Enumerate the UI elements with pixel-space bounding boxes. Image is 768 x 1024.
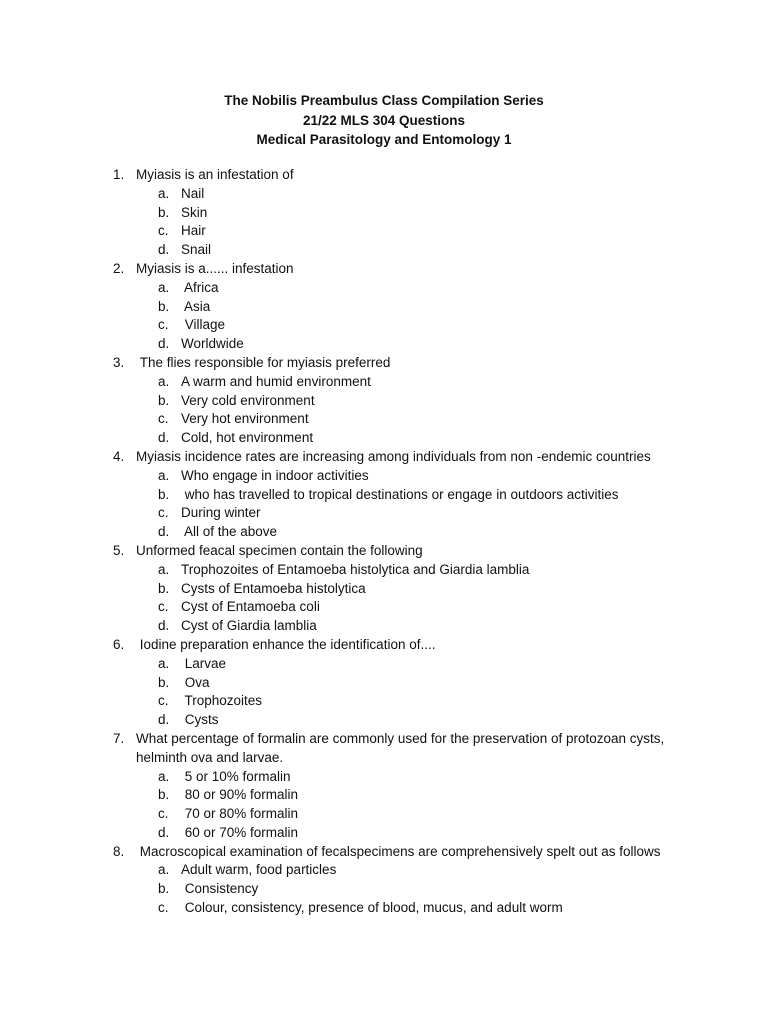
answer-option bbox=[0, 617, 768, 636]
option-letter: b. bbox=[158, 580, 170, 596]
option-letter: d. bbox=[158, 824, 170, 840]
answer-option bbox=[0, 711, 768, 730]
option-letter: d. bbox=[158, 712, 170, 728]
option-letter: d. bbox=[158, 336, 170, 352]
option-letter: c. bbox=[158, 505, 169, 521]
option-letter: a. bbox=[158, 279, 170, 295]
answer-option bbox=[0, 786, 768, 805]
question-number: 2. bbox=[113, 260, 125, 276]
option-text: Who engage in indoor activities bbox=[181, 467, 369, 483]
answer-option bbox=[0, 241, 768, 260]
answer-option bbox=[0, 768, 768, 787]
option-letter: b. bbox=[158, 881, 170, 897]
option-letter: a. bbox=[158, 862, 170, 878]
answer-option bbox=[0, 674, 768, 693]
option-text: Trophozoites bbox=[181, 693, 263, 709]
option-letter: c. bbox=[158, 693, 169, 709]
option-letter: c. bbox=[158, 411, 169, 427]
option-text: 80 or 90% formalin bbox=[181, 787, 299, 803]
answer-option bbox=[0, 899, 768, 918]
answer-option bbox=[0, 373, 768, 392]
answer-option bbox=[0, 392, 768, 411]
question-number: 8. bbox=[113, 843, 125, 859]
option-text: Cyst of Entamoeba coli bbox=[181, 599, 320, 615]
option-text: Cyst of Giardia lamblia bbox=[181, 618, 317, 634]
option-text: Worldwide bbox=[181, 336, 244, 352]
answer-option bbox=[0, 467, 768, 486]
option-letter: a. bbox=[158, 185, 170, 201]
answer-option bbox=[0, 824, 768, 843]
option-letter: b. bbox=[158, 204, 170, 220]
option-text: Colour, consistency, presence of blood, mucus, and adult worm bbox=[181, 900, 563, 916]
question-item bbox=[0, 166, 768, 185]
option-letter: c. bbox=[158, 806, 169, 822]
answer-option bbox=[0, 429, 768, 448]
option-letter: d. bbox=[158, 242, 170, 258]
question-item bbox=[0, 354, 768, 373]
question-text: Myiasis is an infestation of bbox=[136, 167, 294, 182]
option-text: who has travelled to tropical destinations or engage in outdoors activities bbox=[181, 486, 619, 502]
header-series-title: The Nobilis Preambulus Class Compilation Series bbox=[224, 93, 544, 108]
option-text: Very hot environment bbox=[181, 411, 309, 427]
option-text: Village bbox=[181, 317, 226, 333]
question-number: 1. bbox=[113, 167, 125, 182]
question-text: The flies responsible for myiasis preferred bbox=[136, 354, 391, 370]
option-text: Larvae bbox=[181, 655, 227, 671]
question-text: Unformed feacal specimen contain the following bbox=[136, 542, 423, 558]
option-text: Asia bbox=[181, 298, 211, 314]
question-item bbox=[0, 542, 768, 561]
option-letter: a. bbox=[158, 373, 170, 389]
question-text: Myiasis incidence rates are increasing among individuals from non -endemic countries bbox=[136, 448, 651, 464]
answer-option bbox=[0, 316, 768, 335]
option-text: Skin bbox=[181, 204, 208, 220]
option-text: During winter bbox=[181, 505, 261, 521]
answer-option bbox=[0, 692, 768, 711]
question-text: What percentage of formalin are commonly used for the preservation of protozoan cysts, helminth ova and larvae. bbox=[136, 730, 669, 765]
option-letter: b. bbox=[158, 674, 170, 690]
option-text: 70 or 80% formalin bbox=[181, 806, 299, 822]
option-text: Consistency bbox=[181, 881, 259, 897]
answer-option bbox=[0, 561, 768, 580]
answer-option bbox=[0, 298, 768, 317]
answer-option bbox=[0, 185, 768, 204]
option-letter: a. bbox=[158, 467, 170, 483]
option-text: Nail bbox=[181, 185, 205, 201]
answer-option bbox=[0, 335, 768, 354]
option-text: Cysts bbox=[181, 712, 219, 728]
option-text: 60 or 70% formalin bbox=[181, 824, 299, 840]
answer-option bbox=[0, 523, 768, 542]
question-item bbox=[0, 448, 768, 467]
option-text: Ova bbox=[181, 674, 210, 690]
question-number: 6. bbox=[113, 636, 125, 652]
question-text: Iodine preparation enhance the identification of.... bbox=[136, 636, 436, 652]
answer-option bbox=[0, 222, 768, 241]
question-item bbox=[0, 260, 768, 279]
answer-option bbox=[0, 486, 768, 505]
question-number: 3. bbox=[113, 354, 125, 370]
answer-option bbox=[0, 504, 768, 523]
answer-option bbox=[0, 861, 768, 880]
document-header bbox=[0, 91, 768, 150]
option-letter: b. bbox=[158, 392, 170, 408]
option-letter: b. bbox=[158, 787, 170, 803]
option-letter: a. bbox=[158, 561, 170, 577]
option-letter: b. bbox=[158, 486, 170, 502]
option-text: Adult warm, food particles bbox=[181, 862, 337, 878]
question-number: 7. bbox=[113, 730, 125, 746]
question-item bbox=[0, 843, 768, 862]
option-letter: d. bbox=[158, 524, 170, 540]
question-number: 4. bbox=[113, 448, 125, 464]
answer-option bbox=[0, 880, 768, 899]
option-text: Cold, hot environment bbox=[181, 430, 314, 446]
question-number: 5. bbox=[113, 542, 125, 558]
option-letter: c. bbox=[158, 317, 169, 333]
answer-option bbox=[0, 580, 768, 599]
question-item bbox=[0, 636, 768, 655]
option-letter: d. bbox=[158, 618, 170, 634]
answer-option bbox=[0, 655, 768, 674]
option-letter: c. bbox=[158, 223, 169, 239]
option-text: All of the above bbox=[181, 524, 278, 540]
option-text: 5 or 10% formalin bbox=[181, 768, 291, 784]
answer-option bbox=[0, 598, 768, 617]
option-text: A warm and humid environment bbox=[181, 373, 371, 389]
answer-option bbox=[0, 410, 768, 429]
header-course-code: 21/22 MLS 304 Questions bbox=[302, 112, 466, 128]
option-letter: a. bbox=[158, 768, 170, 784]
option-text: Trophozoites of Entamoeba histolytica and Giardia lamblia bbox=[181, 561, 530, 577]
answer-option bbox=[0, 805, 768, 824]
option-letter: c. bbox=[158, 900, 169, 916]
option-text: Hair bbox=[181, 223, 206, 239]
question-list bbox=[0, 166, 768, 918]
option-text: Cysts of Entamoeba histolytica bbox=[181, 580, 366, 596]
answer-option bbox=[0, 279, 768, 298]
option-text: Very cold environment bbox=[181, 392, 315, 408]
option-letter: b. bbox=[158, 298, 170, 314]
option-text: Africa bbox=[181, 279, 219, 295]
question-text: Macroscopical examination of fecalspecimens are comprehensively spelt out as follows bbox=[136, 843, 661, 859]
option-letter: a. bbox=[158, 655, 170, 671]
question-text: Myiasis is a...... infestation bbox=[136, 260, 294, 276]
option-text: Snail bbox=[181, 242, 212, 258]
question-item bbox=[0, 730, 768, 768]
header-subject-title: Medical Parasitology and Entomology 1 bbox=[256, 132, 512, 147]
option-letter: c. bbox=[158, 599, 169, 615]
option-letter: d. bbox=[158, 430, 170, 446]
answer-option bbox=[0, 204, 768, 223]
